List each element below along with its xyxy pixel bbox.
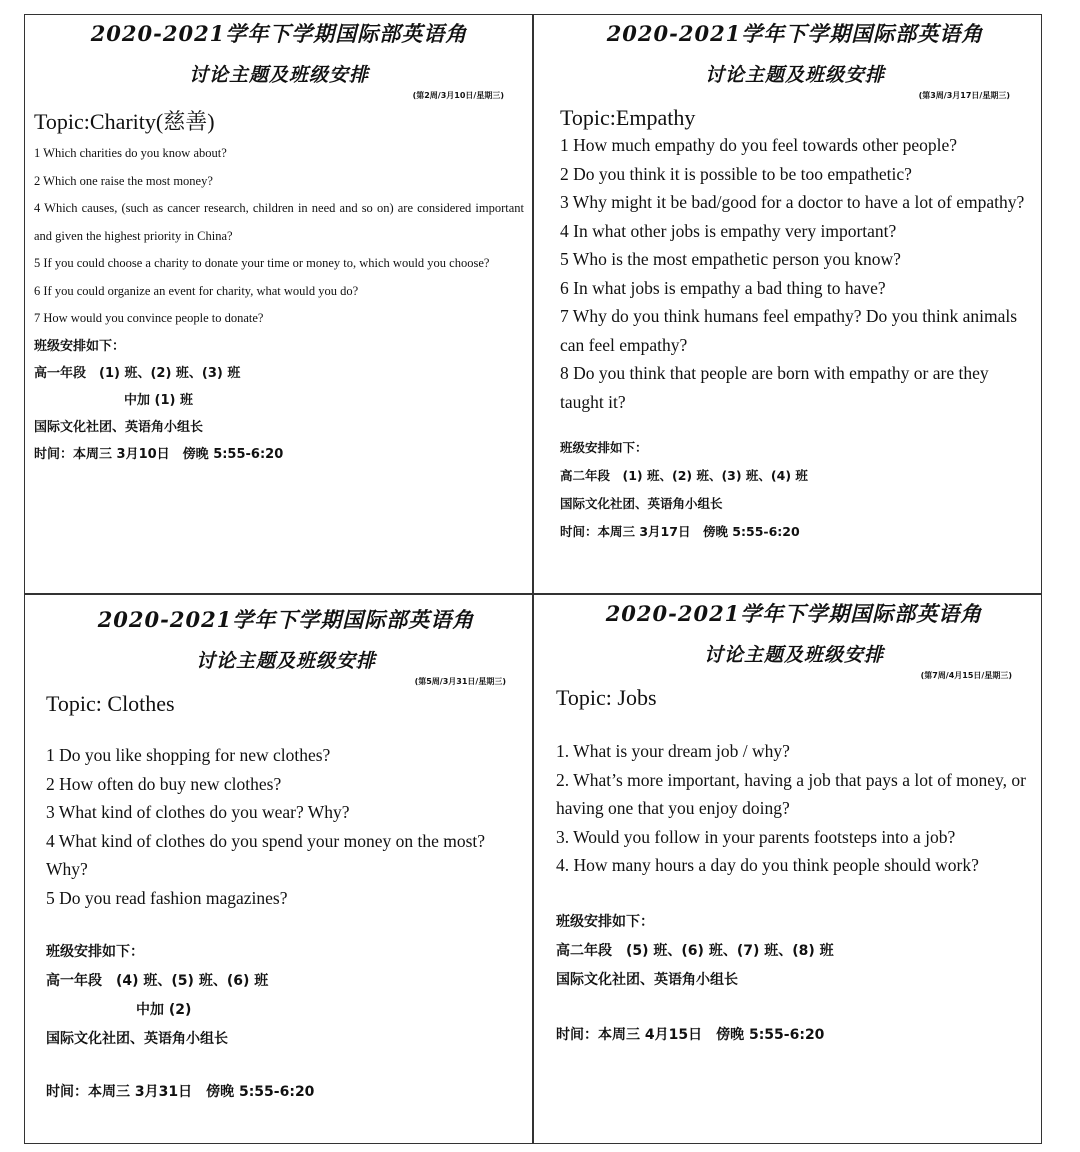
arrangement-label: 班级安排如下： <box>560 440 648 455</box>
panel-title: 2020-2021学年下学期国际部英语角 <box>90 21 468 46</box>
week-date: (第5周/3月31日/星期三) <box>414 677 506 686</box>
question: 5 If you could choose a charity to donate your time or money to, which would you choose? <box>34 256 490 270</box>
question: 3. Would you follow in your parents footsteps into a job? <box>556 826 956 847</box>
vertical-divider <box>532 15 534 1143</box>
question: 8 Do you think that people are born with empathy or are they taught it? <box>560 363 989 412</box>
question: 4 In what other jobs is empathy very important? <box>560 220 897 241</box>
class-list: 高二年段 (5) 班、(6) 班、(7) 班、(8) 班 <box>556 942 834 959</box>
question: 4 What kind of clothes do you spend your money on the most? Why? <box>46 830 486 879</box>
panel-subtitle: 讨论主题及班级安排 <box>704 64 885 86</box>
meeting-time: 时间：本周三 3月10日 傍晚 5:55-6:20 <box>34 446 284 462</box>
arrangement-label: 班级安排如下： <box>556 913 654 930</box>
week-date: (第7周/4月15日/星期三) <box>920 671 1012 680</box>
class-list: 高二年段 (1) 班、(2) 班、(3) 班、(4) 班 <box>560 468 808 483</box>
question: 2. What’s more important, having a job that pays a lot of money, or having one that you enjoy doing? <box>556 769 1026 818</box>
question: 2 Do you think it is possible to be too empathetic? <box>560 163 912 184</box>
groups: 国际文化社团、英语角小组长 <box>34 419 204 435</box>
panel-subtitle: 讨论主题及班级安排 <box>188 64 369 86</box>
panel-jobs <box>556 600 1032 1145</box>
question: 1 How much empathy do you feel towards other people? <box>560 135 958 155</box>
question: 1 Which charities do you know about? <box>34 146 227 160</box>
question: 7 How would you convince people to donate? <box>34 311 264 325</box>
groups: 国际文化社团、英语角小组长 <box>560 496 723 511</box>
class-list-extra: 中加 (1) 班 <box>124 392 193 408</box>
class-list: 高一年段 (1) 班、(2) 班、(3) 班 <box>34 365 241 381</box>
groups: 国际文化社团、英语角小组长 <box>46 1031 228 1047</box>
topic-heading: Topic:Empathy <box>560 105 696 130</box>
groups: 国际文化社团、英语角小组长 <box>556 971 738 988</box>
question: 6 If you could organize an event for charity, what would you do? <box>34 283 359 298</box>
question: 6 In what jobs is empathy a bad thing to have? <box>560 277 886 298</box>
arrangement-label: 班级安排如下： <box>34 338 126 354</box>
horizontal-divider <box>25 593 1041 595</box>
week-date: (第2周/3月10日/星期三) <box>412 91 504 100</box>
question: 1. What is your dream job / why? <box>556 741 790 761</box>
question: 4 Which causes, (such as cancer research, children in need and so on) are considered important and given the highest priority in China? <box>34 201 524 243</box>
class-list-extra: 中加 (2) <box>136 1002 192 1018</box>
question: 3 What kind of clothes do you wear? Why? <box>46 802 350 822</box>
topic-heading: Topic: Clothes <box>46 691 175 716</box>
topic-heading: Topic:Charity(慈善) <box>34 109 215 134</box>
meeting-time: 时间：本周三 3月31日 傍晚 5:55-6:20 <box>46 1084 315 1100</box>
question: 2 Which one raise the most money? <box>34 173 213 188</box>
meeting-time: 时间：本周三 3月17日 傍晚 5:55-6:20 <box>560 524 800 539</box>
panel-title: 2020-2021学年下学期国际部英语角 <box>605 601 983 626</box>
meeting-time: 时间：本周三 4月15日 傍晚 5:55-6:20 <box>556 1026 825 1043</box>
panel-title: 2020-2021学年下学期国际部英语角 <box>606 21 984 46</box>
question: 5 Do you read fashion magazines? <box>46 887 288 908</box>
question: 4. How many hours a day do you think people should work? <box>556 855 979 875</box>
question: 2 How often do buy new clothes? <box>46 773 282 794</box>
question: 3 Why might it be bad/good for a doctor to have a lot of empathy? <box>560 192 1025 212</box>
panel-empathy <box>560 20 1030 590</box>
week-date: (第3周/3月17日/星期三) <box>918 91 1010 100</box>
class-list: 高一年段 (4) 班、(5) 班、(6) 班 <box>46 973 269 989</box>
question: 5 Who is the most empathetic person you know? <box>560 249 901 269</box>
question: 7 Why do you think humans feel empathy? Do you think animals can feel empathy? <box>560 306 1018 355</box>
panel-subtitle: 讨论主题及班级安排 <box>195 650 376 672</box>
panel-clothes <box>46 606 526 1146</box>
panel-charity <box>34 20 524 590</box>
panel-title: 2020-2021学年下学期国际部英语角 <box>97 607 475 632</box>
arrangement-label: 班级安排如下： <box>46 944 144 960</box>
question: 1 Do you like shopping for new clothes? <box>46 745 331 765</box>
topic-heading: Topic: Jobs <box>556 685 657 710</box>
panel-subtitle: 讨论主题及班级安排 <box>703 644 884 666</box>
